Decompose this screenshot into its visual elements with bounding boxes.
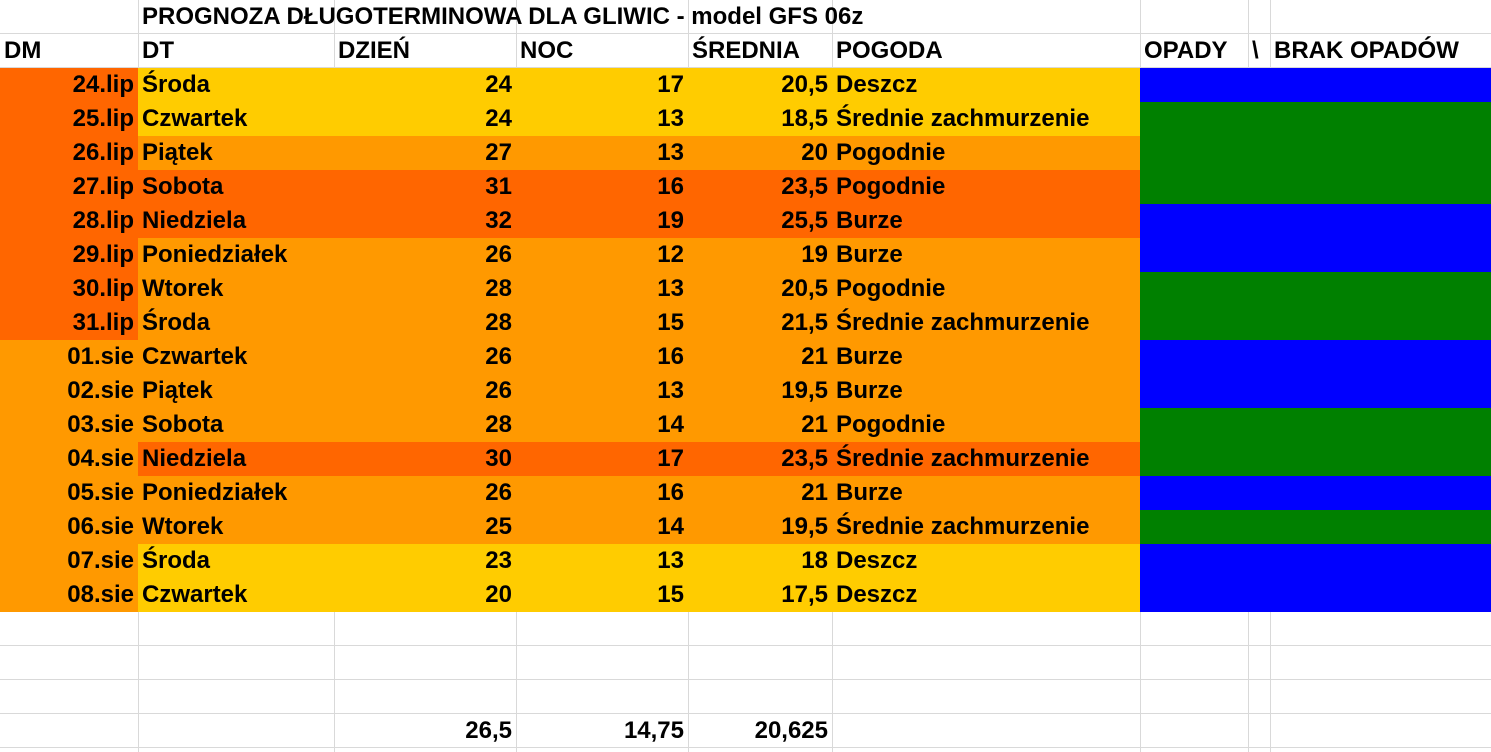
average-temp-cell[interactable]: 21: [801, 343, 828, 370]
average-temp-cell[interactable]: 20,5: [781, 71, 828, 98]
precipitation-indicator[interactable]: [1140, 238, 1491, 272]
header-noc[interactable]: NOC: [520, 37, 574, 64]
average-noc[interactable]: 14,75: [623, 717, 684, 744]
night-temp-cell[interactable]: 15: [657, 581, 684, 608]
night-temp-cell[interactable]: 17: [657, 71, 684, 98]
precipitation-indicator[interactable]: [1140, 578, 1491, 612]
date-cell[interactable]: 02.sie: [67, 377, 134, 404]
precipitation-indicator[interactable]: [1140, 136, 1491, 170]
day-temp-cell[interactable]: 23: [485, 547, 512, 574]
average-temp-cell[interactable]: 19,5: [781, 513, 828, 540]
night-temp-cell[interactable]: 19: [657, 207, 684, 234]
average-temp-cell[interactable]: 19: [801, 241, 828, 268]
night-temp-cell[interactable]: 13: [657, 105, 684, 132]
weather-cell[interactable]: Pogodnie: [836, 173, 946, 200]
weather-cell[interactable]: Burze: [836, 241, 903, 268]
weather-cell[interactable]: Burze: [836, 207, 903, 234]
date-cell[interactable]: 07.sie: [67, 547, 134, 574]
precipitation-indicator[interactable]: [1140, 170, 1491, 204]
grid-row-line: [0, 645, 1491, 646]
precipitation-indicator[interactable]: [1140, 408, 1491, 442]
precipitation-indicator[interactable]: [1140, 476, 1491, 510]
grid-row-line: [0, 679, 1491, 680]
average-temp-cell[interactable]: 19,5: [781, 377, 828, 404]
weekday-cell[interactable]: Środa: [142, 309, 211, 336]
weather-cell[interactable]: Średnie zachmurzenie: [836, 513, 1090, 540]
weekday-cell[interactable]: Sobota: [142, 173, 224, 200]
day-temp-cell[interactable]: 28: [485, 309, 512, 336]
day-temp-cell[interactable]: 32: [485, 207, 512, 234]
weekday-cell[interactable]: Niedziela: [142, 207, 247, 234]
precipitation-indicator[interactable]: [1140, 68, 1491, 102]
average-temp-cell[interactable]: 20,5: [781, 275, 828, 302]
average-temp-cell[interactable]: 23,5: [781, 173, 828, 200]
date-cell[interactable]: 25.lip: [72, 105, 134, 132]
day-temp-cell[interactable]: 24: [485, 105, 512, 132]
weekday-cell[interactable]: Niedziela: [142, 445, 247, 472]
header-srednia[interactable]: ŚREDNIA: [692, 37, 801, 64]
date-cell[interactable]: 29.lip: [72, 241, 134, 268]
date-cell[interactable]: 08.sie: [67, 581, 134, 608]
night-temp-cell[interactable]: 13: [657, 547, 684, 574]
weather-cell[interactable]: Deszcz: [836, 547, 918, 574]
date-cell[interactable]: 26.lip: [72, 139, 134, 166]
average-temp-cell[interactable]: 25,5: [781, 207, 828, 234]
header-pogoda[interactable]: POGODA: [836, 37, 943, 64]
day-temp-cell[interactable]: 26: [485, 377, 512, 404]
night-temp-cell[interactable]: 17: [657, 445, 684, 472]
weekday-cell[interactable]: Czwartek: [142, 343, 248, 370]
date-cell[interactable]: 24.lip: [72, 71, 134, 98]
weekday-cell[interactable]: Czwartek: [142, 105, 248, 132]
day-temp-cell[interactable]: 28: [485, 411, 512, 438]
date-cell[interactable]: 27.lip: [72, 173, 134, 200]
day-temp-cell[interactable]: 26: [485, 241, 512, 268]
weekday-cell[interactable]: Środa: [142, 547, 211, 574]
night-temp-cell[interactable]: 12: [657, 241, 684, 268]
average-temp-cell[interactable]: 23,5: [781, 445, 828, 472]
average-temp-cell[interactable]: 20: [801, 139, 828, 166]
precipitation-indicator[interactable]: [1140, 510, 1491, 544]
date-cell[interactable]: 03.sie: [67, 411, 134, 438]
average-dzien[interactable]: 26,5: [465, 717, 512, 744]
weather-cell[interactable]: Pogodnie: [836, 275, 946, 302]
day-temp-cell[interactable]: 24: [485, 71, 512, 98]
night-temp-cell[interactable]: 16: [657, 479, 684, 506]
weekday-cell[interactable]: Wtorek: [142, 513, 224, 540]
weather-cell[interactable]: Deszcz: [836, 71, 918, 98]
weather-cell[interactable]: Średnie zachmurzenie: [836, 309, 1090, 336]
night-temp-cell[interactable]: 13: [657, 377, 684, 404]
day-temp-cell[interactable]: 26: [485, 479, 512, 506]
weather-cell[interactable]: Deszcz: [836, 581, 918, 608]
weekday-cell[interactable]: Poniedziałek: [142, 479, 288, 506]
average-temp-cell[interactable]: 17,5: [781, 581, 828, 608]
day-temp-cell[interactable]: 25: [485, 513, 512, 540]
weather-cell[interactable]: Burze: [836, 343, 903, 370]
precipitation-indicator[interactable]: [1140, 204, 1491, 238]
precipitation-indicator[interactable]: [1140, 340, 1491, 374]
date-cell[interactable]: 04.sie: [67, 445, 134, 472]
sheet-title[interactable]: PROGNOZA DŁUGOTERMINOWA DLA GLIWIC - model GFS 06z: [142, 3, 864, 30]
weather-cell[interactable]: Średnie zachmurzenie: [836, 105, 1090, 132]
average-temp-cell[interactable]: 21: [801, 479, 828, 506]
weekday-cell[interactable]: Piątek: [142, 139, 213, 166]
date-cell[interactable]: 28.lip: [72, 207, 134, 234]
date-cell[interactable]: 30.lip: [72, 275, 134, 302]
weekday-cell[interactable]: Piątek: [142, 377, 213, 404]
day-temp-cell[interactable]: 31: [485, 173, 512, 200]
night-temp-cell[interactable]: 14: [657, 513, 684, 540]
header-separator[interactable]: \: [1252, 37, 1259, 64]
night-temp-cell[interactable]: 13: [657, 275, 684, 302]
average-srednia[interactable]: 20,625: [754, 717, 828, 744]
average-temp-cell[interactable]: 18: [801, 547, 828, 574]
day-temp-cell[interactable]: 30: [485, 445, 512, 472]
weekday-cell[interactable]: Sobota: [142, 411, 224, 438]
precipitation-indicator[interactable]: [1140, 306, 1491, 340]
night-temp-cell[interactable]: 14: [657, 411, 684, 438]
weather-cell[interactable]: Pogodnie: [836, 411, 946, 438]
weekday-cell[interactable]: Czwartek: [142, 581, 248, 608]
average-temp-cell[interactable]: 21,5: [781, 309, 828, 336]
weather-cell[interactable]: Średnie zachmurzenie: [836, 445, 1090, 472]
header-dt[interactable]: DT: [142, 37, 174, 64]
weekday-cell[interactable]: Wtorek: [142, 275, 224, 302]
night-temp-cell[interactable]: 13: [657, 139, 684, 166]
date-cell[interactable]: 01.sie: [67, 343, 134, 370]
precipitation-indicator[interactable]: [1140, 272, 1491, 306]
date-cell[interactable]: 06.sie: [67, 513, 134, 540]
day-temp-cell[interactable]: 20: [485, 581, 512, 608]
header-opady[interactable]: OPADY: [1144, 37, 1228, 64]
precipitation-indicator[interactable]: [1140, 102, 1491, 136]
day-temp-cell[interactable]: 27: [485, 139, 512, 166]
header-dm[interactable]: DM: [4, 37, 42, 64]
weather-cell[interactable]: Pogodnie: [836, 139, 946, 166]
night-temp-cell[interactable]: 16: [657, 173, 684, 200]
average-temp-cell[interactable]: 21: [801, 411, 828, 438]
header-dzien[interactable]: DZIEŃ: [338, 37, 410, 64]
header-brak-opadow[interactable]: BRAK OPADÓW: [1274, 37, 1459, 64]
precipitation-indicator[interactable]: [1140, 374, 1491, 408]
date-cell[interactable]: 31.lip: [72, 309, 134, 336]
date-cell[interactable]: 05.sie: [67, 479, 134, 506]
weather-cell[interactable]: Burze: [836, 479, 903, 506]
weather-cell[interactable]: Burze: [836, 377, 903, 404]
day-temp-cell[interactable]: 28: [485, 275, 512, 302]
weekday-cell[interactable]: Środa: [142, 71, 211, 98]
precipitation-indicator[interactable]: [1140, 442, 1491, 476]
day-temp-cell[interactable]: 26: [485, 343, 512, 370]
weekday-cell[interactable]: Poniedziałek: [142, 241, 288, 268]
average-temp-cell[interactable]: 18,5: [781, 105, 828, 132]
precipitation-indicator[interactable]: [1140, 544, 1491, 578]
night-temp-cell[interactable]: 16: [657, 343, 684, 370]
night-temp-cell[interactable]: 15: [657, 309, 684, 336]
